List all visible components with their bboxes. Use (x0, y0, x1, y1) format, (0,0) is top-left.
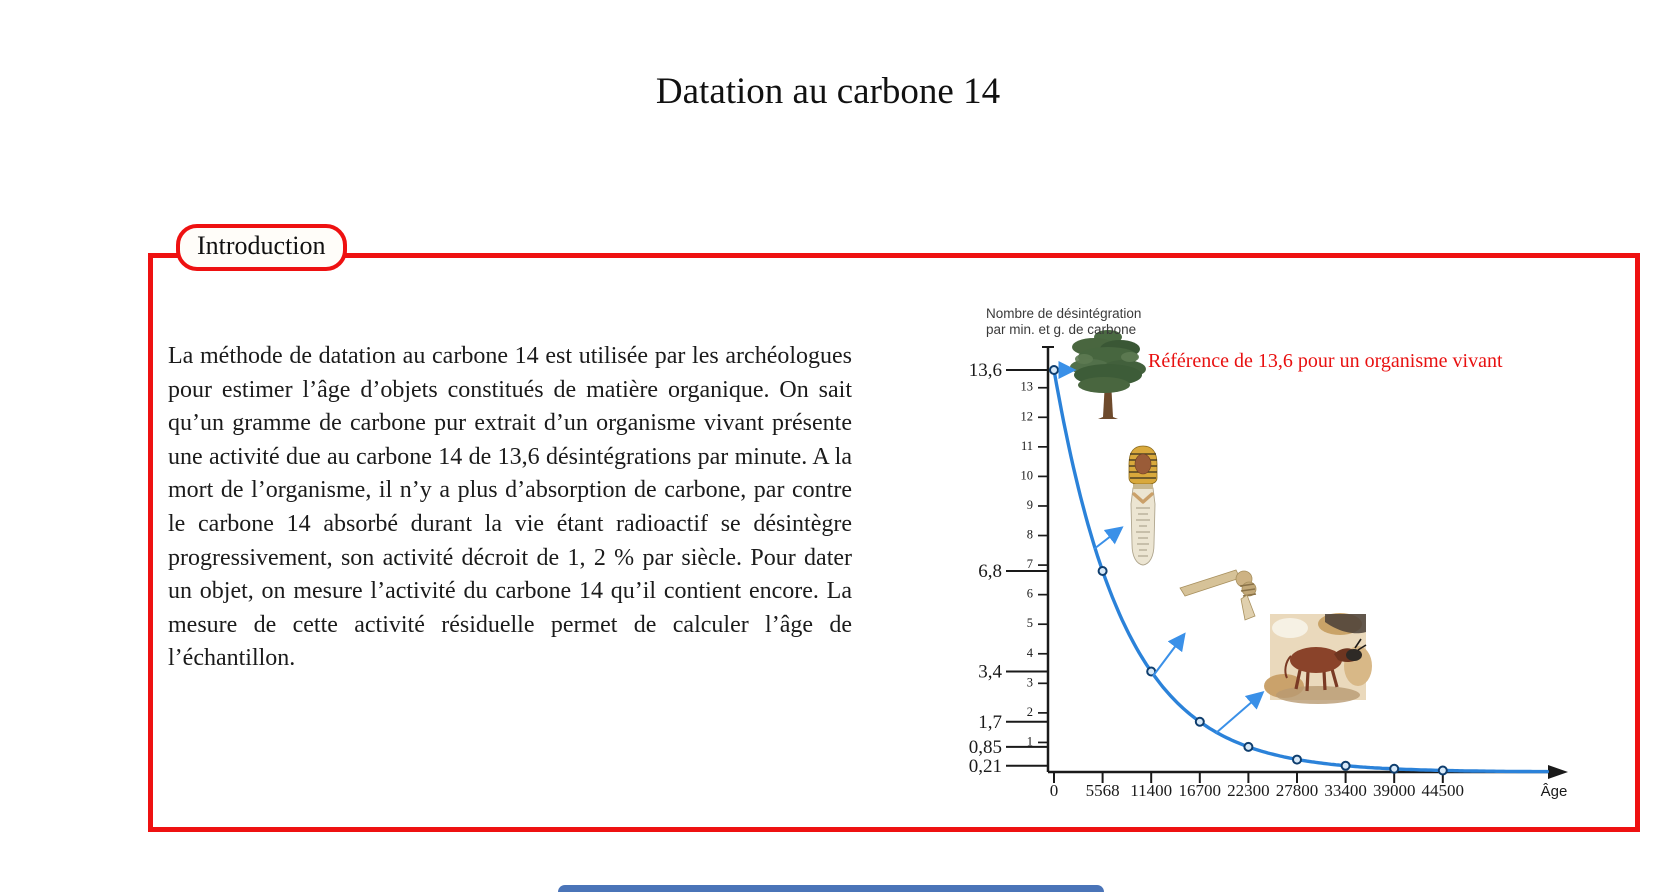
y-minor-tick-label: 11 (1020, 438, 1033, 453)
bone-tool-image (1180, 570, 1256, 620)
x-tick-label: 27800 (1275, 781, 1319, 800)
y-minor-tick-label: 7 (1026, 557, 1033, 572)
x-tick-label: 39000 (1372, 781, 1416, 800)
y-major-tick-label: 13,6 (968, 360, 1002, 381)
y-axis-title: par min. et g. de carbone (986, 322, 1137, 337)
cave-painting-image (1264, 613, 1372, 704)
y-major-tick-label: 0,21 (968, 755, 1002, 777)
next-section-top-edge (558, 885, 1104, 892)
annotation-arrow (1153, 636, 1183, 676)
x-axis-arrowhead (1548, 765, 1568, 779)
decay-curve (1054, 370, 1547, 772)
tree-image (1070, 330, 1146, 419)
y-major-tick-label: 6,8 (978, 561, 1002, 582)
x-tick-label: 16700 (1178, 781, 1222, 800)
annotation-arrow (1094, 529, 1120, 549)
x-axis-title: Âge (1540, 783, 1568, 800)
data-point (1050, 366, 1058, 374)
x-tick-label: 5568 (1085, 781, 1120, 800)
y-minor-tick-label: 1 (1026, 734, 1033, 749)
data-point (1244, 743, 1252, 751)
data-point (1293, 756, 1301, 764)
y-minor-tick-label: 4 (1026, 645, 1033, 660)
y-minor-tick-label: 8 (1026, 527, 1033, 542)
y-minor-tick-label: 9 (1026, 497, 1033, 512)
introduction-paragraph: La méthode de datation au carbone 14 est utilisée par les archéologues pour estimer l’âge d’objets constitués de matière organique. On sait qu’un gramme de carbone pur extrait d’un organisme vivant présente une activité due au carbone 14 de 13,6 désintégrations par minute. A la mort de l’organisme, il n’y a plus d’absorption de carbone, par contre le carbone 14 absorbé durant la vie étant radioactif se désintègre progressivement, son activité décroit de 1, 2 % par siècle. Pour dater un objet, on mesure l’activité du carbone 14 qu’il contient encore. La mesure de cette activité résiduelle permet de calculer l’âge de l’échantillon. (168, 343, 852, 672)
page-title: Datation au carbone 14 (655, 71, 1001, 112)
y-minor-tick-label: 2 (1026, 704, 1033, 719)
y-major-tick-label: 3,4 (978, 661, 1002, 683)
y-major-tick-label: 1,7 (978, 711, 1002, 733)
data-point (1196, 718, 1204, 726)
x-tick-label: 33400 (1324, 781, 1367, 800)
y-minor-tick-label: 10 (1020, 468, 1033, 483)
annotation-arrow (1216, 694, 1261, 733)
x-tick-label: 22300 (1227, 781, 1270, 800)
y-minor-tick-label: 3 (1026, 675, 1033, 690)
y-minor-tick-label: 13 (1020, 379, 1033, 394)
introduction-box-label: Introduction (176, 224, 347, 271)
data-point (1342, 762, 1350, 770)
y-minor-tick-label: 6 (1026, 586, 1033, 601)
y-axis-title: Nombre de désintégration (986, 306, 1142, 321)
reference-annotation: Référence de 13,6 pour un organisme vivant (1148, 350, 1503, 372)
sarcophagus-image (1129, 446, 1157, 565)
x-tick-label: 11400 (1130, 781, 1173, 800)
decay-chart (930, 285, 1610, 805)
data-point (1439, 767, 1447, 775)
y-minor-tick-label: 5 (1026, 616, 1033, 631)
x-tick-label: 44500 (1421, 781, 1465, 800)
y-minor-tick-label: 12 (1020, 409, 1033, 424)
data-point (1390, 765, 1398, 773)
y-major-tick-label: 0,85 (968, 736, 1002, 758)
data-point (1099, 567, 1107, 575)
x-tick-label: 0 (1049, 781, 1059, 800)
